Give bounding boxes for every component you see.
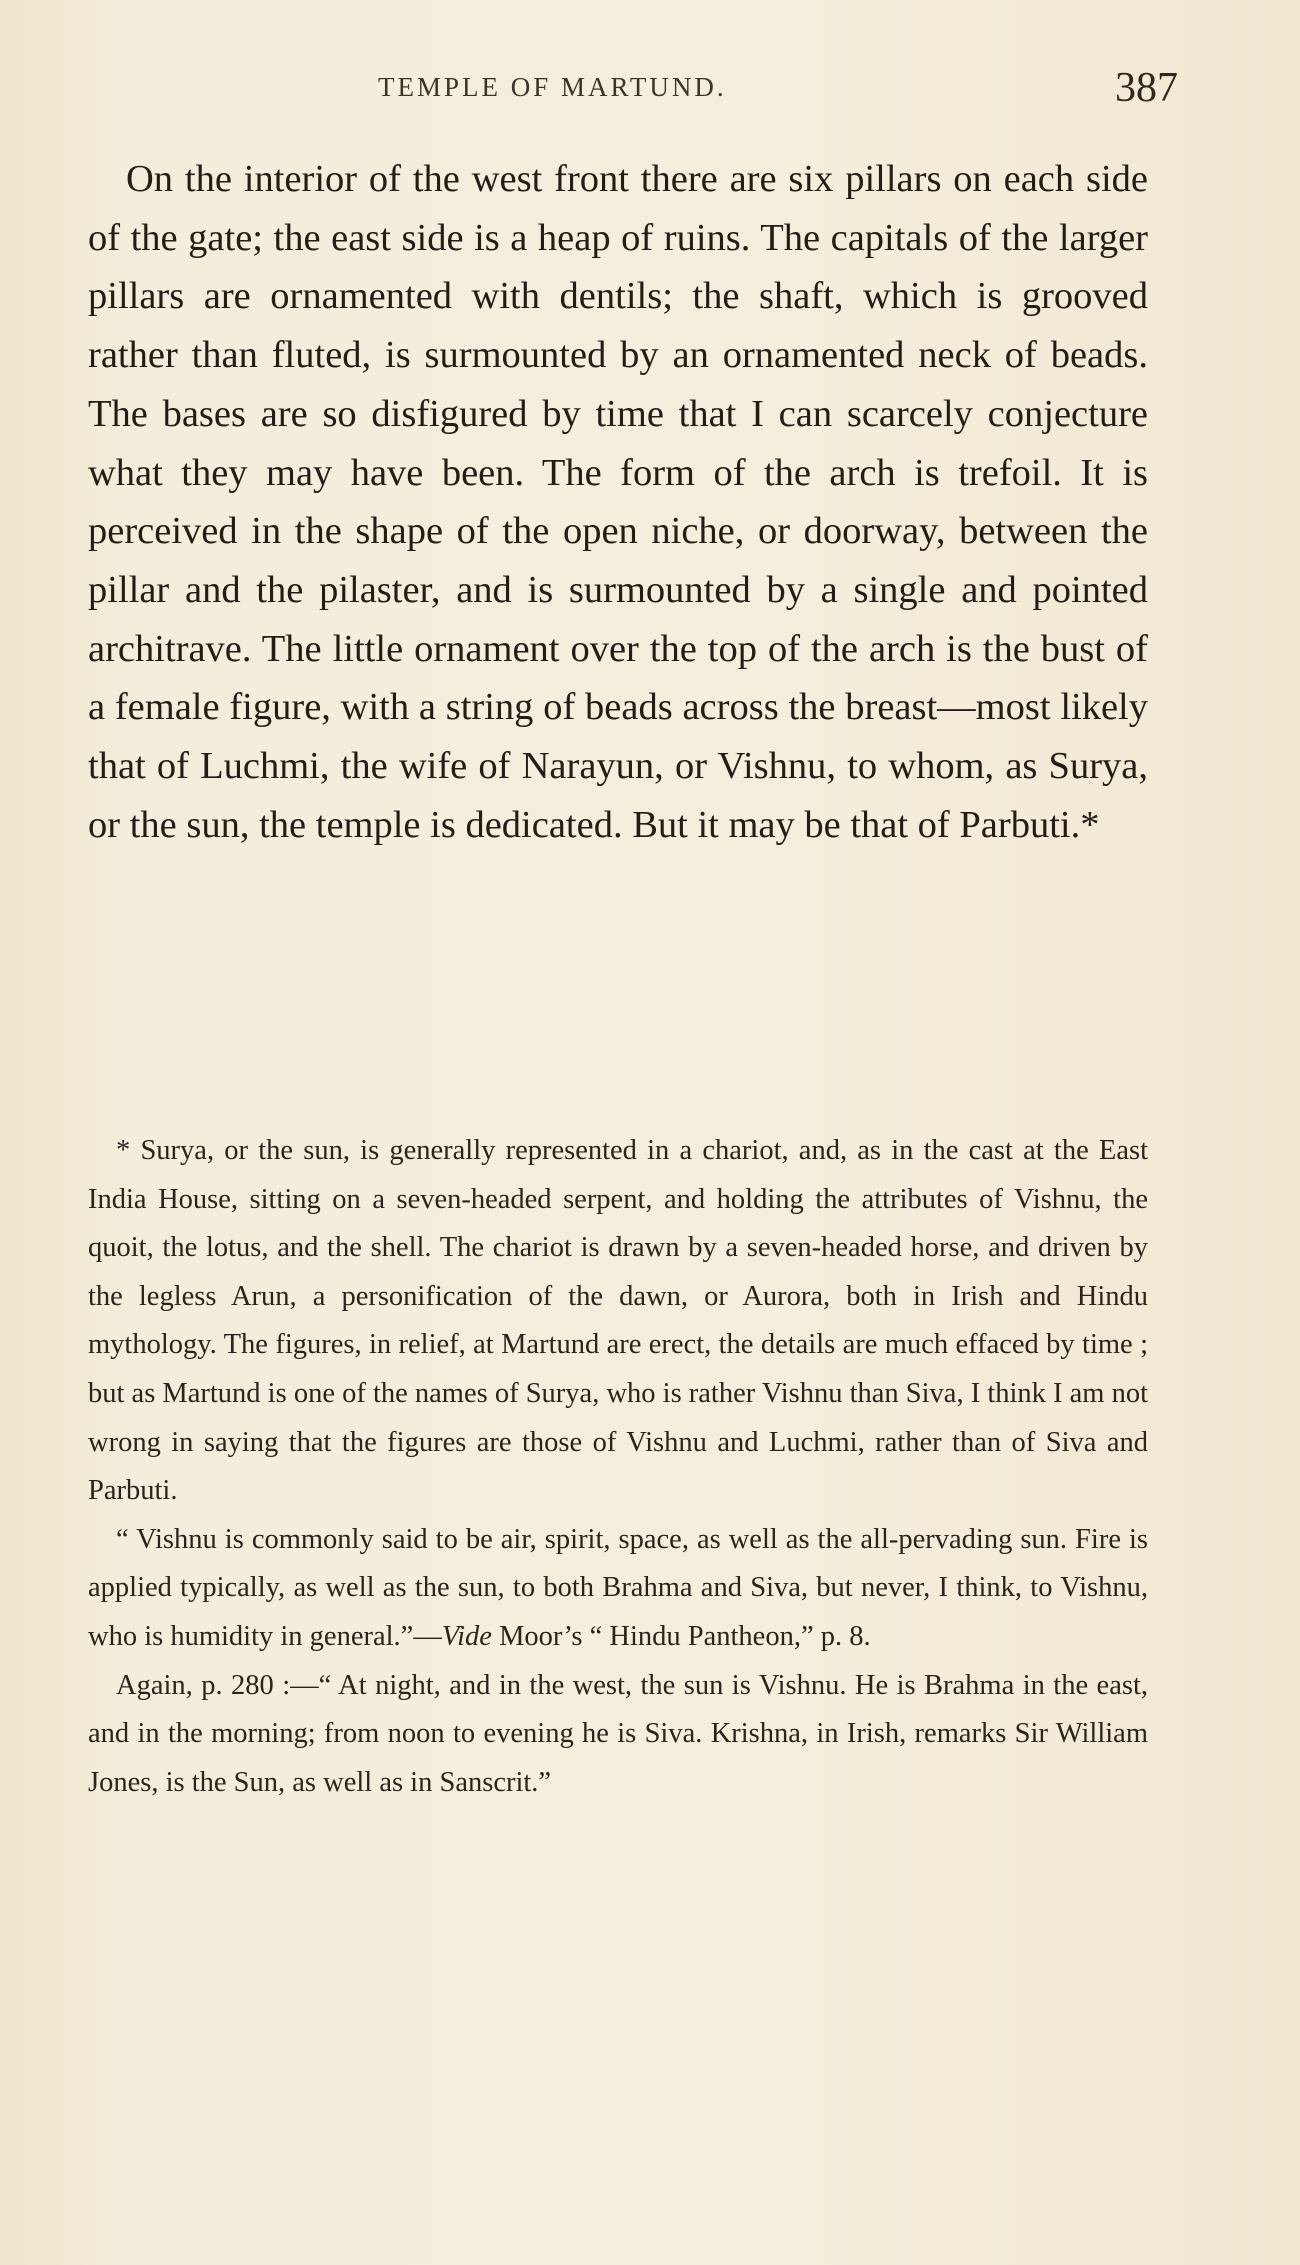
footnote-surya: * Surya, or the sun, is generally represented in a chariot, and, as in the cast at the East India House, sitting on a seven-headed serpent, and holding the attributes of Vishnu, the quoit, the lotus, and the shell. The chariot is drawn by a seven-headed horse, and driven by the legless Arun, a personification of the dawn, or Aurora, both in Irish and Hindu mythology. The figures, in relief, at Martund are erect, the details are much effaced by time ; but as Martund is one of the names of Surya, who is rather Vishnu than Siva, I think I am not wrong in saying that the figures are those of Vishnu and Luchmi, rather than of Siva and Parbuti. [88,1135,1149,1507]
main-paragraph: On the interior of the west front there are six pillars on each side of the gate; the east side is a heap of ruins. The capitals of the larger pillars are ornamented with dentils; the shaft, which is grooved rather than fluted, is surmounted by an ornamented neck of beads. The bases are so disfigured by time that I can scarcely conjecture what they may have been. The form of the arch is trefoil. It is perceived in the shape of the open niche, or doorway, between the pillar and the pilaster, and is surmounted by a single and pointed architrave. The little ornament over the top of the arch is the bust of a female figure, with a string of beads across the breast—most likely that of Luchmi, the wife of Narayun, or Vishnu, to whom, as Surya, or the sun, the temple is dedicated. But it may be that of Parbuti.* [88,158,1148,846]
footnotes [88,1127,1148,1807]
page-number: 387 [1115,65,1178,111]
footnote-again: Again, p. 280 :—“ At night, and in the west, the sun is Vishnu. He is Brahma in the east, and in the morning; from noon to evening he is Siva. Krishna, in Irish, remarks Sir William Jones, is the Sun, as well as in Sanscrit.” [88,1669,1148,1798]
footnote-vishnu-text: “ Vishnu is commonly said to be air, spirit, space, as well as the all-pervading sun. Fire is applied typically, as well as the sun, to both Brahma and Siva, but never, I think, to Vishnu, who is humidity in general.”— [88,1523,1148,1652]
page-header [88,62,1178,122]
footnote-vishnu-quote [88,1516,1148,1662]
footnote-source: Moor’s “ Hindu Pantheon,” p. 8. [499,1620,871,1652]
footnote-vide: Vide [441,1620,492,1652]
running-head: TEMPLE OF MARTUND. [378,72,727,102]
